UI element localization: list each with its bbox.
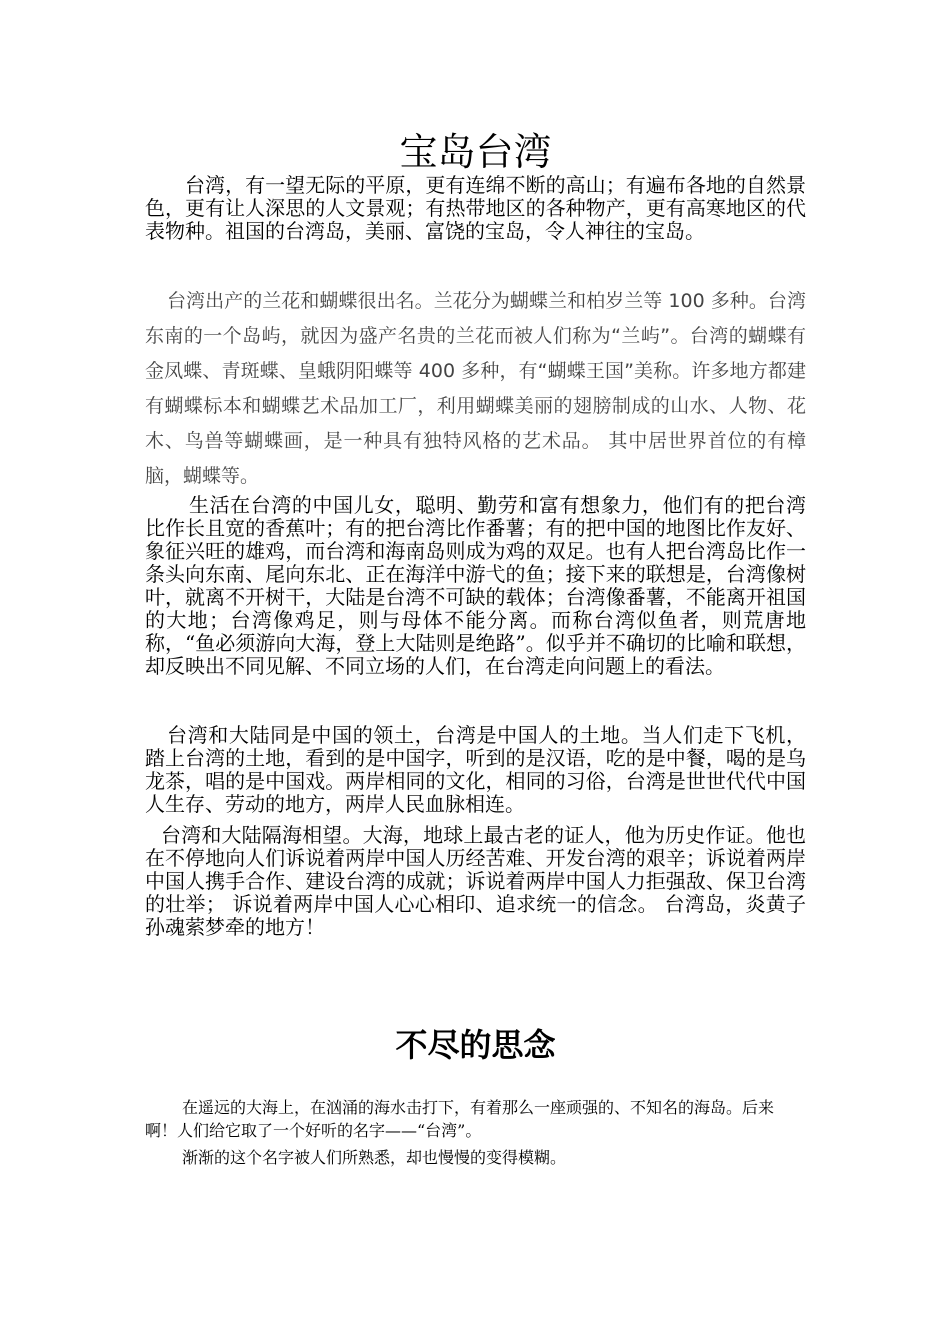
paragraph-island-name: 在遥远的大海上，在汹涌的海水击打下，有着那么一座顽强的、不知名的海岛。后来啊！人们给它取了一个好听的名字——“台湾”。 — [145, 1098, 775, 1140]
paragraph-metaphors: 生活在台湾的中国儿女，聪明、勤劳和富有想象力，他们有的把台湾比作长且宽的香蕉叶；有的把台湾比作番薯；有的把中国的地图比作友好、象征兴旺的雄鸡，而台湾和海南岛则成为鸡的双足。也有人把台湾岛比作一条头向东南、尾向东北、正在海洋中游弋的鱼；接下来的联想是，台湾像树叶，就离不开树干，大陆是台湾不可缺的载体；台湾像番薯，不能离开祖国的大地；台湾像鸡足，则与母体不能分离。而称台湾似鱼者，则荒唐地称，“鱼必须游向大海，登上大陆则是绝路”。似乎并不确切的比喻和联想，却反映出不同见解、不同立场的人们，在台湾走向问题上的看法。 — [145, 493, 806, 678]
paragraph-name-familiar: 渐渐的这个名字被人们所熟悉，却也慢慢的变得模糊。 — [182, 1148, 567, 1167]
paragraph-intro: 台湾，有一望无际的平原，更有连绵不断的高山；有遍布各地的自然景色，更有让人深思的人文景观；有热带地区的各种物产，更有高寒地区的代表物种。祖国的台湾岛，美丽、富饶的宝岛，令人神往的宝岛。 — [145, 173, 806, 243]
section-title-baodao-taiwan: 宝岛台湾 — [399, 130, 552, 174]
paragraph-orchids-butterflies: 台湾出产的兰花和蝴蝶很出名。兰花分为蝴蝶兰和柏岁兰等 100 多种。台湾东南的一个岛屿，就因为盛产名贵的兰花而被人们称为“兰屿”。台湾的蝴蝶有金凤蝶、青斑蝶、皇蛾阴阳蝶等 400 多种，有“蝴蝶王国”美称。许多地方都建有蝴蝶标本和蝴蝶艺术品加工厂，利用蝴蝶美丽的翅膀制成的山水、人物、花木、鸟兽等蝴蝶画，是一种具有独特风格的艺术品。 其中居世界首位的有樟脑，蝴蝶等。 — [145, 290, 806, 487]
section-title-endless-longing: 不尽的思念 — [395, 1026, 556, 1064]
paragraph-common-culture: 台湾和大陆同是中国的领土，台湾是中国人的土地。当人们走下飞机，踏上台湾的土地，看到的是中国字，听到的是汉语，吃的是中餐，喝的是乌龙茶，唱的是中国戏。两岸相同的文化，相同的习俗，台湾是世世代代中国人生存、劳动的地方，两岸人民血脉相连。 — [145, 723, 806, 816]
paragraph-sea-witness: 台湾和大陆隔海相望。大海，地球上最古老的证人，他为历史作证。他也在不停地向人们诉说着两岸中国人历经苦难、开发台湾的艰辛；诉说着两岸中国人携手合作、建设台湾的成就；诉说着两岸中国人力拒强敌、保卫台湾的壮举； 诉说着两岸中国人心心相印、追求统一的信念。 台湾岛，炎黄子孙魂萦梦牵的地方！ — [145, 823, 806, 939]
